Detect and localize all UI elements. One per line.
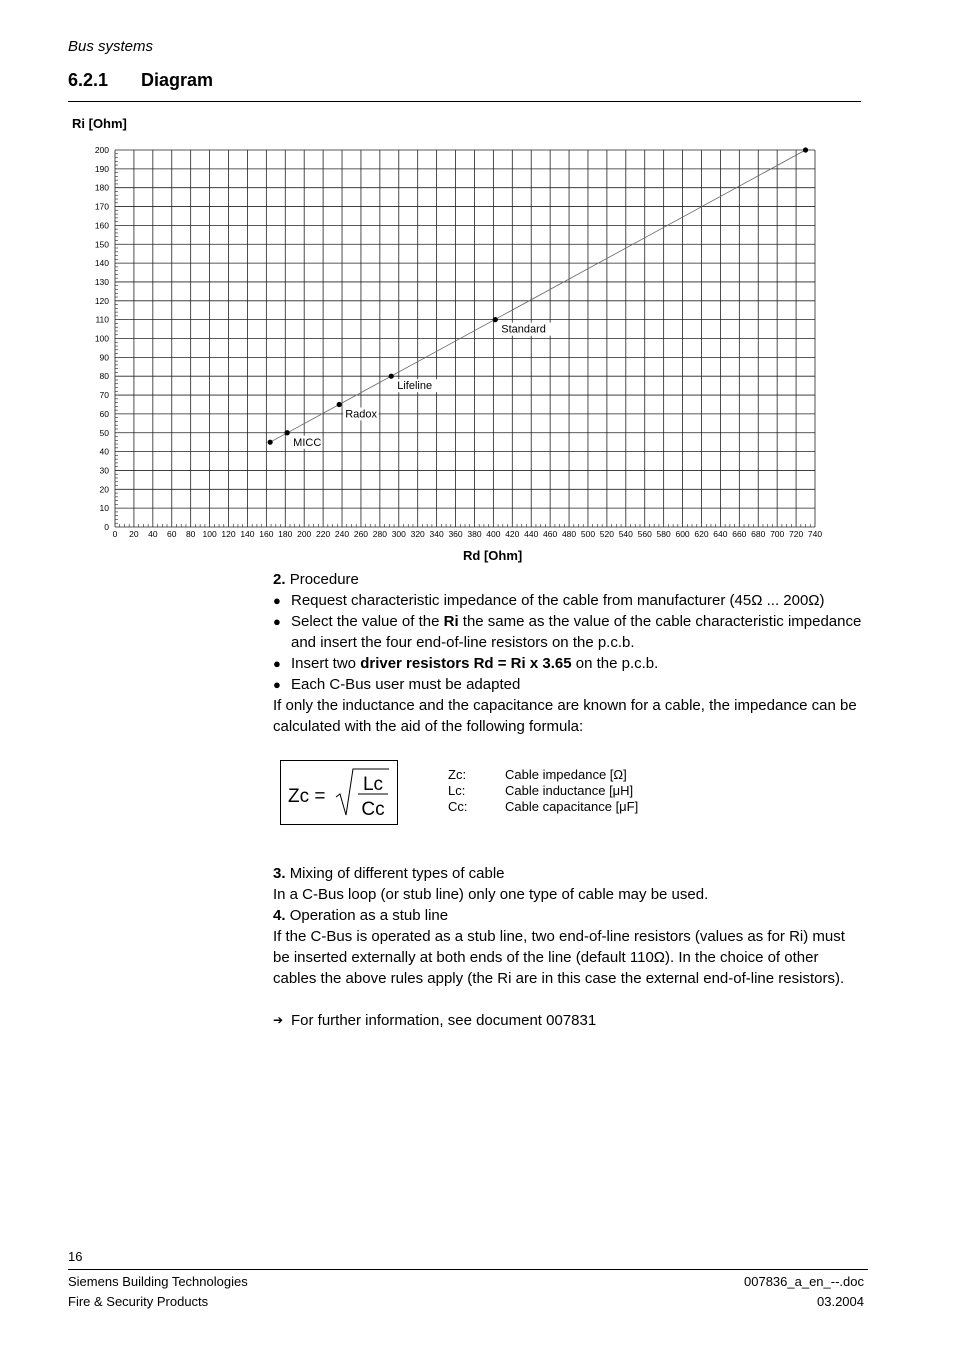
ri-rd-line xyxy=(270,150,805,442)
x-tick-label: 560 xyxy=(637,529,652,538)
x-tick-label: 240 xyxy=(334,529,350,538)
x-tick-label: 300 xyxy=(391,529,406,538)
y-tick-label: 120 xyxy=(94,295,109,306)
section-number: 6.2.1 xyxy=(68,70,109,90)
x-tick-label: 20 xyxy=(129,529,139,538)
x-tick-label: 540 xyxy=(618,529,633,538)
x-tick-label: 460 xyxy=(543,529,558,538)
x-tick-label: 660 xyxy=(732,529,747,538)
x-tick-label: 200 xyxy=(297,529,312,538)
formula-graphic xyxy=(281,761,397,824)
bullet-select-ri: ● Select the value of the Ri the same as the value of the cable characteristic impedance and insert the four end-of-line resistors on the p.c.b. xyxy=(273,611,863,653)
x-tick-label: 140 xyxy=(240,529,255,538)
y-tick-label: 130 xyxy=(94,276,109,287)
x-tick-label: 720 xyxy=(788,529,804,538)
y-axis-title: Ri [Ohm] xyxy=(72,116,127,131)
x-tick-label: 680 xyxy=(751,529,766,538)
y-tick-label: 150 xyxy=(94,239,109,250)
x-tick-label: 440 xyxy=(524,529,539,538)
x-tick-label: 220 xyxy=(316,529,331,538)
x-tick-label: 120 xyxy=(221,529,236,538)
mixing-heading: 3. Mixing of different types of cable xyxy=(273,865,505,882)
point-label: Standard xyxy=(501,323,546,336)
x-tick-label: 620 xyxy=(694,529,709,538)
x-tick-label: 520 xyxy=(599,529,614,538)
y-tick-label: 90 xyxy=(99,352,109,363)
y-tick-label: 110 xyxy=(95,314,109,325)
y-tick-label: 200 xyxy=(94,145,109,155)
x-tick-label: 580 xyxy=(656,529,671,538)
formula-numerator: Lc xyxy=(362,774,384,795)
footer-division: Fire & Security Products xyxy=(68,1294,209,1309)
y-tick-label: 50 xyxy=(99,427,109,438)
x-tick-label: 500 xyxy=(580,529,596,538)
x-tick-label: 80 xyxy=(185,529,196,538)
data-point xyxy=(285,430,290,435)
x-tick-label: 40 xyxy=(148,529,158,538)
legend-row: Lc: Cable inductance [μH] xyxy=(448,783,634,798)
formula-intro: If only the inductance and the capacitance are known for a cable, the impedance can be calculated with the aid of the following formula: xyxy=(273,697,857,735)
footer-rule xyxy=(68,1269,868,1270)
header-rule xyxy=(68,101,861,102)
x-tick-label: 100 xyxy=(202,529,217,538)
y-tick-label: 140 xyxy=(94,258,109,269)
y-tick-label: 80 xyxy=(99,371,109,382)
x-tick-label: 60 xyxy=(167,529,177,538)
point-label: Lifeline xyxy=(397,380,433,393)
ri-rd-chart xyxy=(60,138,840,538)
formula-denominator: Cc xyxy=(361,799,385,820)
mixing-text: In a C-Bus loop (or stub line) only one type of cable may be used. xyxy=(273,886,709,903)
data-point xyxy=(389,374,394,379)
formula-legend xyxy=(448,767,638,815)
y-tick-label: 70 xyxy=(99,390,109,401)
y-tick-label: 180 xyxy=(94,182,109,193)
x-tick-label: 640 xyxy=(713,529,728,538)
x-tick-label: 320 xyxy=(410,529,425,538)
y-tick-label: 60 xyxy=(99,408,109,419)
legend-row: Cc: Cable capacitance [μF] xyxy=(448,799,639,814)
formula-box xyxy=(280,760,398,825)
data-point xyxy=(268,440,273,445)
y-tick-label: 0 xyxy=(104,522,109,532)
point-label: Radox xyxy=(345,408,377,421)
arrow-icon: ➔ xyxy=(273,1013,284,1027)
y-tick-label: 30 xyxy=(99,465,109,476)
page-number: 16 xyxy=(68,1249,83,1264)
x-tick-label: 280 xyxy=(372,529,387,538)
stub-text: If the C-Bus is operated as a stub line, two end-of-line resistors (values as for Ri) must be inserted externally at both ends of the line (default 110Ω). In the choice of other cables the above rules apply (the Ri are in this case the external end-of-line resistors). xyxy=(273,928,845,987)
x-tick-label: 340 xyxy=(429,529,444,538)
y-tick-label: 10 xyxy=(99,503,109,514)
formula-lhs: Zc = xyxy=(288,786,326,807)
x-axis-title: Rd [Ohm] xyxy=(463,548,523,563)
data-point xyxy=(803,147,808,152)
y-tick-label: 40 xyxy=(99,446,109,457)
bullet-driver-resistors: ● Insert two driver resistors Rd = Ri x 3.65 on the p.c.b. xyxy=(273,653,863,674)
x-tick-label: 400 xyxy=(486,529,501,538)
x-tick-label: 600 xyxy=(675,529,690,538)
section-title: Diagram xyxy=(141,70,214,90)
data-point xyxy=(493,317,498,322)
x-tick-label: 480 xyxy=(561,529,577,538)
data-point xyxy=(337,402,342,407)
point-label: MICC xyxy=(293,436,322,449)
reference-line: ➔ For further information, see document 007831 xyxy=(273,1012,597,1029)
y-tick-label: 170 xyxy=(94,201,109,212)
y-tick-label: 160 xyxy=(94,220,109,231)
stub-heading: 4. Operation as a stub line xyxy=(273,907,449,924)
procedure-heading: 2. Procedure xyxy=(273,571,359,588)
footer-date: 03.2004 xyxy=(817,1294,864,1309)
footer-company: Siemens Building Technologies xyxy=(68,1274,248,1289)
x-tick-label: 0 xyxy=(112,529,118,538)
x-tick-label: 180 xyxy=(278,529,293,538)
footer-doc-id: 007836_a_en_--.doc xyxy=(744,1274,864,1289)
bullet-impedance: ● Request characteristic impedance of the cable from manufacturer (45Ω ... 200Ω) xyxy=(273,590,863,611)
x-tick-label: 360 xyxy=(448,529,463,538)
running-header: Bus systems xyxy=(68,38,154,55)
y-tick-label: 100 xyxy=(94,333,109,344)
x-tick-label: 740 xyxy=(807,529,823,538)
x-tick-label: 380 xyxy=(467,529,482,538)
x-tick-label: 700 xyxy=(770,529,785,538)
x-tick-label: 420 xyxy=(505,529,520,538)
x-tick-label: 160 xyxy=(259,529,274,538)
y-tick-label: 190 xyxy=(94,163,109,174)
x-tick-label: 260 xyxy=(353,529,369,538)
bullet-adapt-user: ● Each C-Bus user must be adapted xyxy=(273,674,863,695)
y-tick-label: 20 xyxy=(99,484,109,495)
blank-line xyxy=(273,989,863,1010)
legend-row: Zc: Cable impedance [Ω] xyxy=(448,767,627,782)
